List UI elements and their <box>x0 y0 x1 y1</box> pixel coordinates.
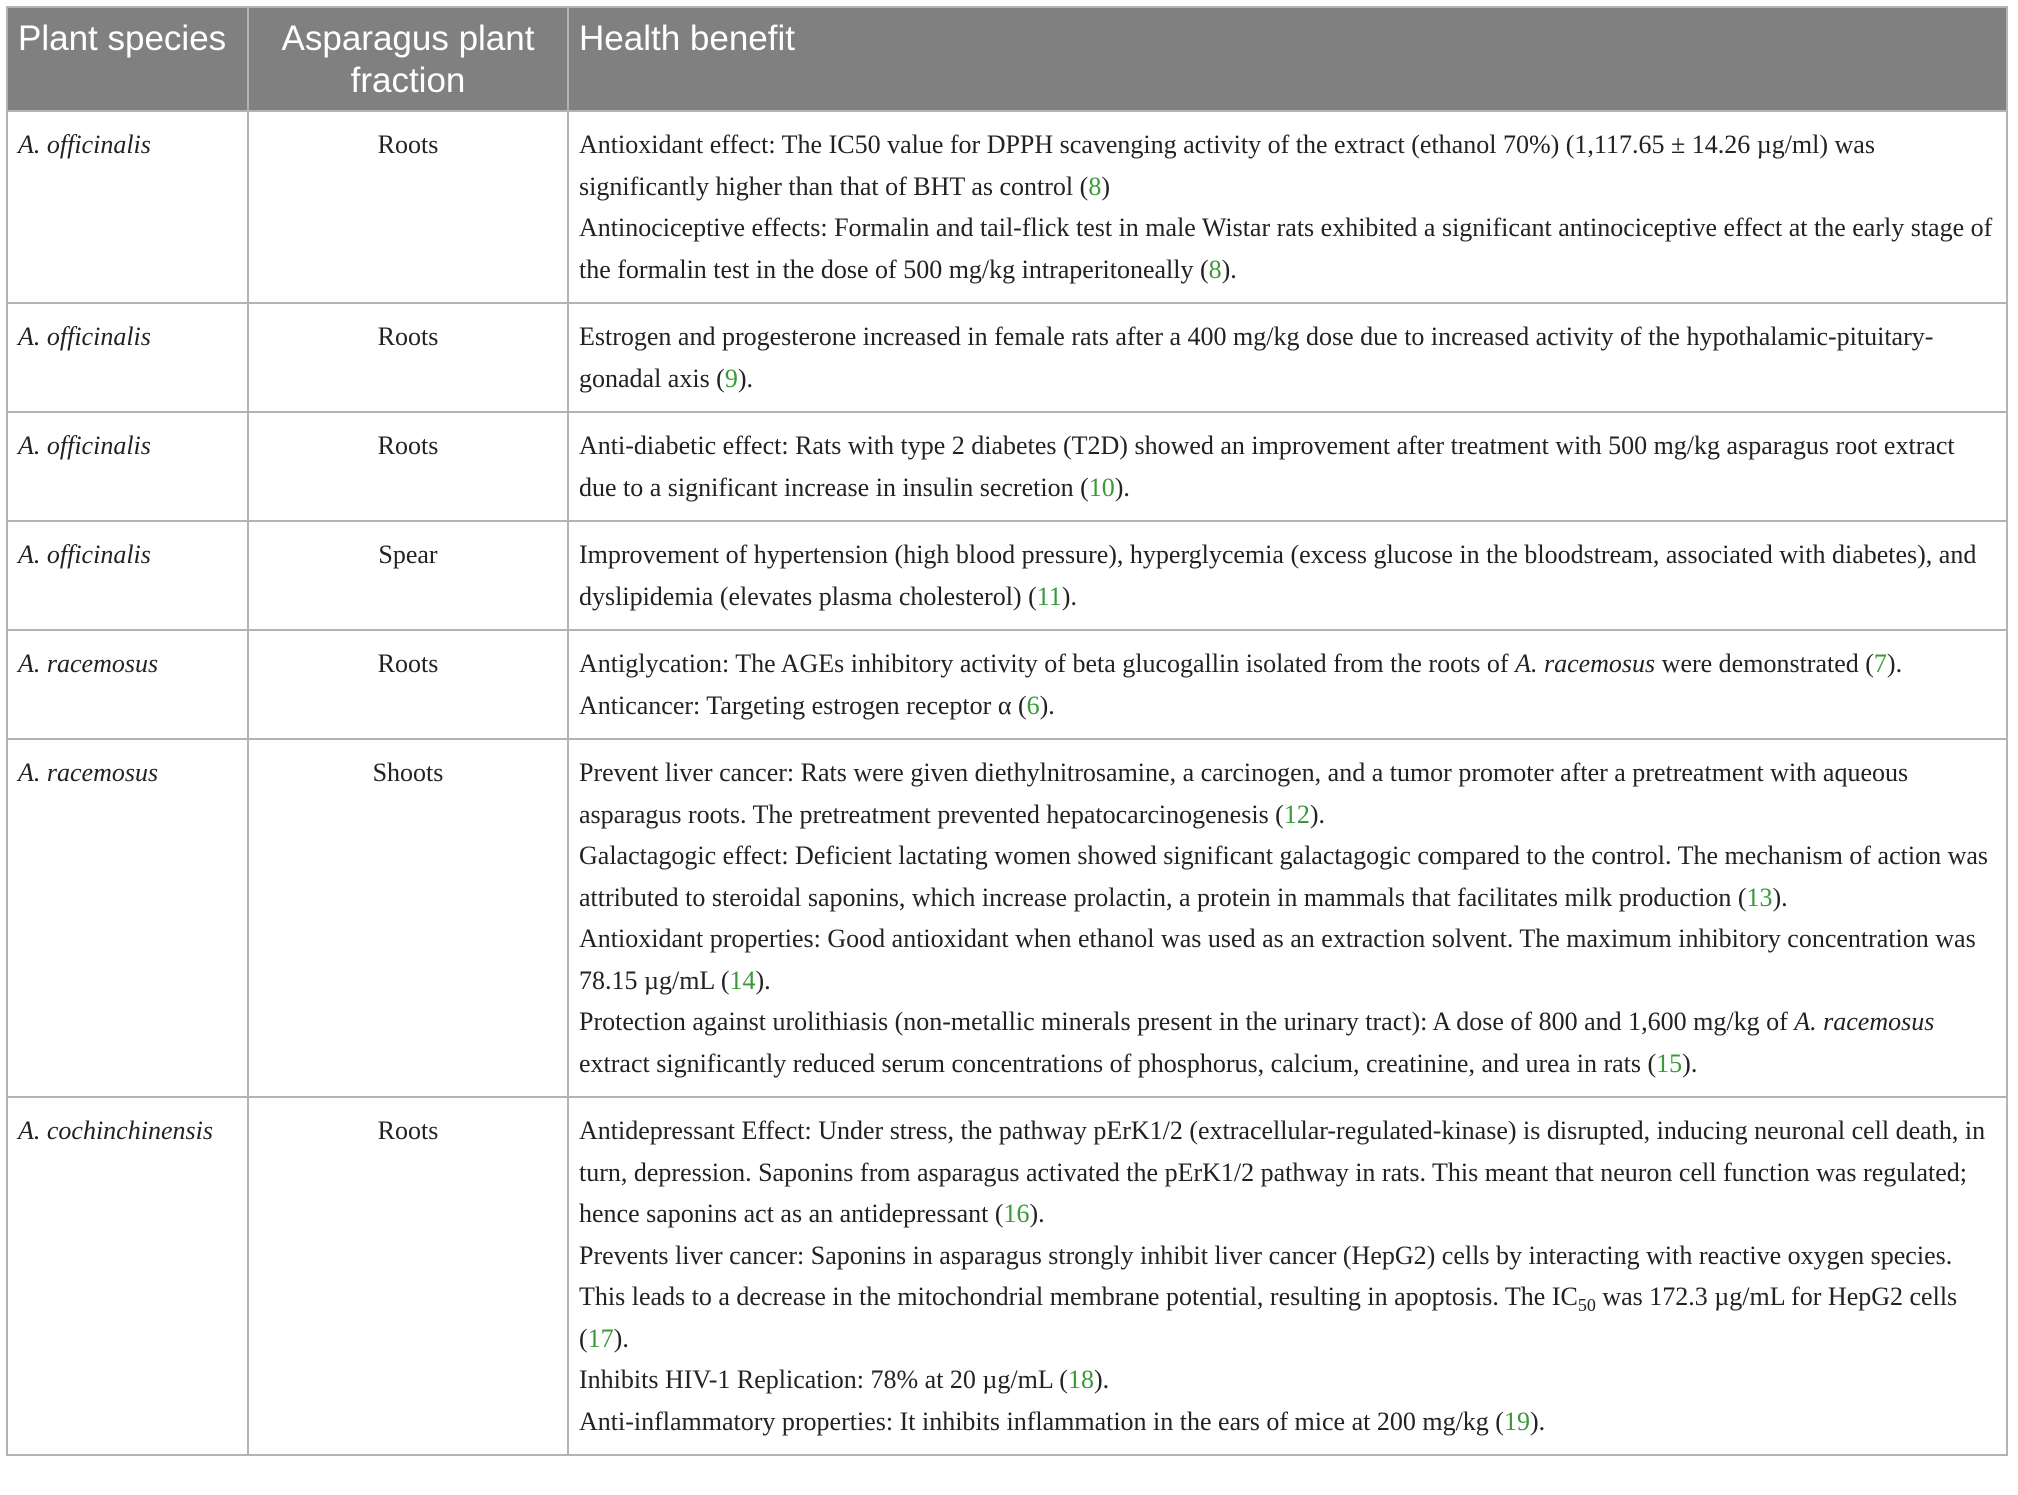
benefit-text: ). <box>1061 581 1077 611</box>
reference-link[interactable]: 11 <box>1036 581 1062 611</box>
reference-link[interactable]: 9 <box>724 363 738 393</box>
cell-plant-fraction: Spear <box>248 521 568 630</box>
cell-plant-fraction: Roots <box>248 630 568 739</box>
cell-plant-species: A. cochinchinensis <box>7 1097 248 1455</box>
benefit-line <box>579 1401 1996 1443</box>
cell-health-benefit <box>568 630 2007 739</box>
benefit-text: Anticancer: Targeting estrogen receptor α ( <box>579 690 1027 720</box>
benefit-text: Protection against urolithiasis (non-metallic minerals present in the urinary tract): A dose of 800 and 1,600 mg/kg of <box>579 1007 1795 1036</box>
benefit-text: ). <box>755 965 771 995</box>
species-name-inline: A. racemosus <box>1515 649 1656 678</box>
subscript: 50 <box>1577 1295 1596 1316</box>
benefit-text: ). <box>1114 472 1130 502</box>
cell-health-benefit <box>568 412 2007 521</box>
benefit-text: Prevent liver cancer: Rats were given diethylnitrosamine, a carcinogen, and a tumor promoter after a pretreatment with aqueous asparagus roots. The pretreatment prevented hepatocarcinogenesis ( <box>579 758 1909 829</box>
cell-plant-species: A. racemosus <box>7 739 248 1097</box>
benefit-text: Inhibits HIV-1 Replication: 78% at 20 µg/mL ( <box>579 1365 1068 1394</box>
cell-plant-fraction: Roots <box>248 111 568 303</box>
benefit-line <box>579 316 1996 399</box>
benefit-text: Anti-inflammatory properties: It inhibits inflammation in the ears of mice at 200 mg/kg ( <box>579 1406 1504 1436</box>
table-header-row <box>7 7 2007 111</box>
benefit-text: were demonstrated ( <box>1655 649 1874 678</box>
table-row <box>7 521 2007 630</box>
benefit-text: Estrogen and progesterone increased in female rats after a 400 mg/kg dose due to increased activity of the hypothalamic-pituitary-gonadal axis ( <box>579 322 1934 393</box>
benefit-line <box>579 207 1996 290</box>
benefit-text: Antioxidant properties: Good antioxidant when ethanol was used as an extraction solvent. The maximum inhibitory concentration was 78.15 µg/mL ( <box>579 924 1976 995</box>
header-plant-species: Plant species <box>7 7 248 111</box>
reference-link[interactable]: 8 <box>1208 254 1222 284</box>
reference-link[interactable]: 18 <box>1067 1365 1094 1394</box>
species-name-inline: A. racemosus <box>1794 1007 1935 1036</box>
reference-link[interactable]: 17 <box>587 1323 614 1353</box>
benefit-text: ). <box>1529 1406 1546 1436</box>
header-plant-fraction: Asparagus plant fraction <box>248 7 568 111</box>
benefit-text: Prevents liver cancer: Saponins in asparagus strongly inhibit liver cancer (HepG2) cells by interacting with reactive oxygen species. This leads to a decrease in the mitochondrial membrane potential, resulting in apoptosis. The IC <box>579 1240 1953 1311</box>
benefit-line <box>579 124 1996 207</box>
benefit-line <box>579 534 1996 617</box>
reference-link[interactable]: 8 <box>1088 171 1102 201</box>
benefit-text: ). <box>1093 1365 1110 1394</box>
cell-plant-species: A. officinalis <box>7 111 248 303</box>
cell-health-benefit <box>568 739 2007 1097</box>
table-row <box>7 1097 2007 1455</box>
benefit-text: ). <box>1682 1048 1698 1078</box>
reference-link[interactable]: 6 <box>1026 690 1040 720</box>
reference-link[interactable]: 14 <box>729 965 756 995</box>
benefit-text: ). <box>1309 799 1326 829</box>
cell-health-benefit <box>568 521 2007 630</box>
benefit-text: ) <box>1101 171 1110 201</box>
benefit-text: extract significantly reduced serum concentrations of phosphorus, calcium, creatinine, and urea in rats ( <box>579 1048 1657 1078</box>
benefit-line <box>579 685 1996 727</box>
reference-link[interactable]: 13 <box>1746 882 1773 912</box>
benefit-text: Antidepressant Effect: Under stress, the pathway pErK1/2 (extracellular-regulated-kinase) is disrupted, inducing neuronal cell death, in turn, depression. Saponins from asparagus activated the pErK1/2 pathway in rats. This meant that neuron cell function was regulated; hence saponins act as an antidepressant ( <box>579 1116 1986 1228</box>
cell-plant-fraction: Roots <box>248 1097 568 1455</box>
cell-plant-fraction: Shoots <box>248 739 568 1097</box>
benefit-line <box>579 643 1996 685</box>
cell-health-benefit <box>568 111 2007 303</box>
reference-link[interactable]: 19 <box>1503 1406 1530 1436</box>
benefit-text: ). <box>1221 254 1237 284</box>
cell-plant-species: A. officinalis <box>7 412 248 521</box>
table-row <box>7 630 2007 739</box>
table-container <box>6 6 2006 1456</box>
cell-plant-species: A. racemosus <box>7 630 248 739</box>
benefit-line <box>579 1110 1996 1235</box>
reference-link[interactable]: 7 <box>1873 649 1887 678</box>
benefit-text: Improvement of hypertension (high blood pressure), hyperglycemia (excess glucose in the bloodstream, associated with diabetes), and dyslipidemia (elevates plasma cholesterol) ( <box>579 540 1977 611</box>
benefit-text: Antioxidant effect: The IC50 value for DPPH scavenging activity of the extract (ethanol 70%) (1,117.65 ± 14.26 µg/ml) was significantly higher than that of BHT as control ( <box>579 130 1875 201</box>
table-body <box>7 111 2007 1455</box>
benefit-text: ). <box>613 1323 629 1353</box>
cell-plant-species: A. officinalis <box>7 303 248 412</box>
table-row <box>7 412 2007 521</box>
cell-health-benefit <box>568 303 2007 412</box>
benefit-line <box>579 1001 1996 1084</box>
benefit-text: ). <box>1772 882 1788 912</box>
cell-plant-species: A. officinalis <box>7 521 248 630</box>
benefit-line <box>579 835 1996 918</box>
table-row <box>7 111 2007 303</box>
benefit-text: ). <box>1039 690 1055 720</box>
benefit-text: ). <box>1029 1199 1045 1228</box>
benefit-text: ). <box>1886 649 1903 678</box>
benefit-line <box>579 425 1996 508</box>
cell-plant-fraction: Roots <box>248 303 568 412</box>
benefit-line <box>579 918 1996 1001</box>
benefit-line <box>579 1235 1996 1360</box>
reference-link[interactable]: 15 <box>1656 1048 1683 1078</box>
benefit-text: Antiglycation: The AGEs inhibitory activity of beta glucogallin isolated from the roots of <box>579 649 1516 678</box>
cell-health-benefit <box>568 1097 2007 1455</box>
header-health-benefit: Health benefit <box>568 7 2007 111</box>
benefit-text: was 172.3 µg/mL for HepG2 cells ( <box>579 1282 1958 1353</box>
benefit-text: Galactagogic effect: Deficient lactating women showed significant galactagogic compared to the control. The mechanism of action was attributed to steroidal saponins, which increase prolactin, a protein in mammals that facilitates milk production ( <box>579 841 1989 912</box>
benefit-line <box>579 752 1996 835</box>
benefit-line <box>579 1359 1996 1401</box>
benefit-text: ). <box>737 363 754 393</box>
table-row <box>7 739 2007 1097</box>
reference-link[interactable]: 16 <box>1003 1199 1030 1228</box>
benefit-text: Antinociceptive effects: Formalin and tail-flick test in male Wistar rats exhibited a significant antinociceptive effect at the early stage of the formalin test in the dose of 500 mg/kg intraperitoneally ( <box>579 213 1993 284</box>
cell-plant-fraction: Roots <box>248 412 568 521</box>
health-benefits-table <box>6 6 2008 1456</box>
reference-link[interactable]: 10 <box>1088 472 1115 502</box>
benefit-text: Anti-diabetic effect: Rats with type 2 diabetes (T2D) showed an improvement after treatment with 500 mg/kg asparagus root extract due to a significant increase in insulin secretion ( <box>579 431 1955 502</box>
table-row <box>7 303 2007 412</box>
reference-link[interactable]: 12 <box>1283 799 1310 829</box>
